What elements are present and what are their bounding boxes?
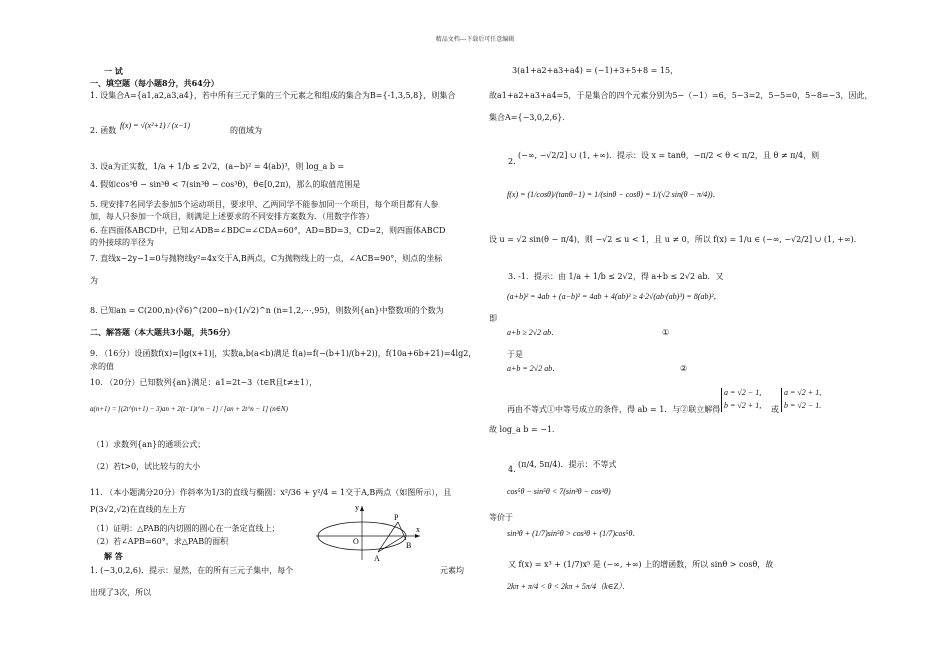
figure-b-label: B bbox=[406, 541, 412, 550]
question-7-line1: 7. 直线x−2y−1=0与抛物线y²=4x交于A,B两点，C为抛物线上的一点，∠ACB=90°，则点的坐标 bbox=[90, 254, 443, 263]
answer-4-range: (π/4, 5π/4)．提示：不等式 bbox=[518, 460, 617, 469]
system-2-eq-a: a = √2 + 1, bbox=[784, 388, 822, 397]
answer-3-line2: (a+b)² = 4ab + (a−b)² = 4ab + 4(ab)³ ≥ 4·2√(ab·(ab)³) = 8(ab)²， bbox=[507, 292, 722, 301]
ellipse-figure bbox=[312, 500, 424, 562]
question-2-formula: f(x) = √(x²+1) / (x−1) bbox=[120, 121, 191, 130]
figure-o-label: O bbox=[353, 537, 359, 546]
page-header: 精品文档---下载后可任意编辑 bbox=[435, 36, 515, 43]
answer-2-transform: f(x) = (1/cosθ)/(tanθ−1) = 1/(sinθ − cosθ) = 1/(√2 sin(θ − π/4))． bbox=[507, 190, 721, 199]
figure-y-label: y bbox=[355, 503, 359, 512]
answer-1-line1: 1. (−3,0,2,6)．提示：显然，在的所有三元子集中，每个 bbox=[90, 566, 294, 575]
answer-right-2: 故a1+a2+a3+a4=5，于是集合的四个元素分别为5−（−1）=6，5−3=2，5−5=0，5−8=−3，因此， bbox=[489, 91, 873, 100]
answer-4-inequality: cos⁵θ − sin⁵θ < 7(sin³θ − cos³θ) bbox=[507, 487, 611, 496]
answer-3-result: 故 log_a b = −1． bbox=[489, 425, 561, 434]
question-6-line1: 6. 在四面体ABCD中，已知∠ADB=∠BDC=∠CDA=60°，AD=BD=3，CD=2，则四面体ABCD bbox=[90, 226, 446, 235]
answer-4-rewritten: sin³θ + (1/7)sin⁵θ > cos³θ + (1/7)cos⁵θ． bbox=[507, 529, 641, 538]
answer-1-tail: 元素均 bbox=[440, 566, 464, 575]
section-heading-answer: 二、解答题（本大题共3小题，共56分） bbox=[90, 327, 235, 337]
answer-3-eq: a+b = 2√2 ab． bbox=[507, 364, 561, 373]
answer-2-number: 2. bbox=[508, 157, 516, 166]
answer-2-substitution: 设 u = √2 sin(θ − π/4)，则 −√2 ≤ u < 1，且 u ≠ 0，所以 f(x) = 1/u ∈ (−∞, −√2/2] ∪ (1, +∞)． bbox=[489, 235, 862, 244]
system-brace-1 bbox=[721, 388, 723, 412]
system-brace-2 bbox=[781, 388, 783, 412]
question-8: 8. 已知an = C(200,n)·(∛6)^(200−n)·(1/√2)^n (n=1,2,⋯,95)，则数列{an}中整数项的个数为 bbox=[90, 306, 444, 315]
question-10-recurrence: a(n+1) = [(2t^(n+1) − 3)an + 2(t−1)t^n − 1] / [an + 2t^n − 1] (n∈N) bbox=[90, 405, 288, 413]
answers-heading: 解 答 bbox=[104, 551, 123, 561]
question-11-part2: （2）若∠APB=60°，求△PAB的面积 bbox=[92, 537, 229, 546]
equation-marker-1: ① bbox=[662, 328, 670, 337]
answer-3-line1: 3. -1．提示：由 1/a + 1/b ≤ 2√2，得 a+b ≤ 2√2 ab．又 bbox=[508, 272, 724, 281]
question-1: 1. 设集合A={a1,a2,a3,a4}，若中所有三元子集的三个元素之和组成的集合为B={-1,3,5,8}，则集合 bbox=[90, 91, 456, 100]
question-11-line1: 11. （本小题满分20分）作斜率为1/3的直线与椭圆：x²/36 + y²/4 = 1交于A,B两点（如图所示），且 bbox=[90, 488, 452, 497]
question-11-line2: P(3√2,√2)在直线的左上方 bbox=[90, 505, 186, 514]
answer-3-solve: 再由不等式①中等号成立的条件，得 ab = 1．与②联立解得 bbox=[507, 405, 721, 414]
question-2-prefix: 2. 函数 bbox=[90, 126, 117, 135]
equation-marker-2: ② bbox=[680, 364, 688, 373]
figure-x-label: x bbox=[416, 525, 420, 534]
figure-p-label: P bbox=[394, 513, 399, 522]
question-7-line2: 为 bbox=[90, 276, 98, 285]
system-or: 或 bbox=[771, 405, 779, 414]
question-11-part1: （1）证明：△PAB的内切圆的圆心在一条定直线上； bbox=[92, 524, 280, 533]
question-2-suffix: 的值域为 bbox=[230, 126, 262, 135]
figure-a-label: A bbox=[374, 554, 380, 562]
answer-4-equivalent: 等价于 bbox=[489, 513, 513, 522]
answer-3-line3: 即 bbox=[489, 314, 497, 323]
question-9-line1: 9. （16分）设函数f(x)=|lg(x+1)|，实数a,b(a<b)满足 f(a)=f(−(b+1)/(b+2))，f(10a+6b+21)=4lg2， bbox=[90, 349, 477, 358]
answer-4-monotone: 又 f(x) = x³ + (1/7)x⁵ 是 (−∞, +∞) 上的增函数，所以 sinθ > cosθ，故 bbox=[508, 560, 774, 569]
answer-1-line2: 出现了3次，所以 bbox=[90, 588, 152, 597]
question-10-part1: （1）求数列{an}的通项公式； bbox=[92, 440, 206, 449]
question-5-line1: 5. 现安排7名同学去参加5个运动项目，要求甲、乙两同学不能参加同一个项目，每个项目都有人参 bbox=[90, 200, 439, 209]
answer-4-result: 2kπ + π/4 < θ < 2kπ + 5π/4（k∈Z）． bbox=[507, 582, 631, 591]
section-heading-fill-in: 一、填空题（每小题8分，共64分） bbox=[90, 78, 219, 88]
question-3: 3. 设a为正实数，1/a + 1/b ≤ 2√2，(a−b)² = 4(ab)³，则 log_a b = bbox=[90, 162, 345, 171]
exam-title: 一 试 bbox=[104, 66, 123, 76]
system-1-eq-b: b = √2 + 1, bbox=[724, 401, 762, 410]
answer-3-line5: 于是 bbox=[507, 350, 523, 359]
system-2-eq-b: b = √2 − 1. bbox=[784, 401, 822, 410]
answer-4-number: 4. bbox=[508, 465, 516, 474]
system-1-eq-a: a = √2 − 1, bbox=[724, 388, 762, 397]
question-9-line2: 求的值 bbox=[90, 362, 114, 371]
question-4: 4. 假如cos⁵θ − sin⁵θ < 7(sin³θ − cos³θ)，θ∈[0,2π)，那么的取值范围是 bbox=[90, 180, 361, 189]
question-5-line2: 加，每人只参加一个项目，则满足上述要求的不同安排方案数为．（用数字作答） bbox=[90, 212, 374, 221]
answer-3-ineq: a+b ≥ 2√2 ab． bbox=[507, 328, 560, 337]
question-10-part2: （2）若t>0，试比较与的大小 bbox=[92, 462, 201, 471]
answer-2-range: (−∞, −√2/2] ∪ (1, +∞)．提示：设 x = tanθ，−π/2 < θ < π/2，且 θ ≠ π/4，则 bbox=[518, 151, 820, 160]
question-6-line2: 的外接球的半径为 bbox=[90, 238, 154, 247]
answer-right-1: 3(a1+a2+a3+a4) = (−1)+3+5+8 = 15， bbox=[512, 66, 679, 75]
answer-right-3: 集合A={−3,0,2,6}． bbox=[489, 113, 571, 122]
question-10: 10. （20分）已知数列{an}满足：a1=2t−3（t∈R且t≠±1）， bbox=[90, 378, 318, 387]
